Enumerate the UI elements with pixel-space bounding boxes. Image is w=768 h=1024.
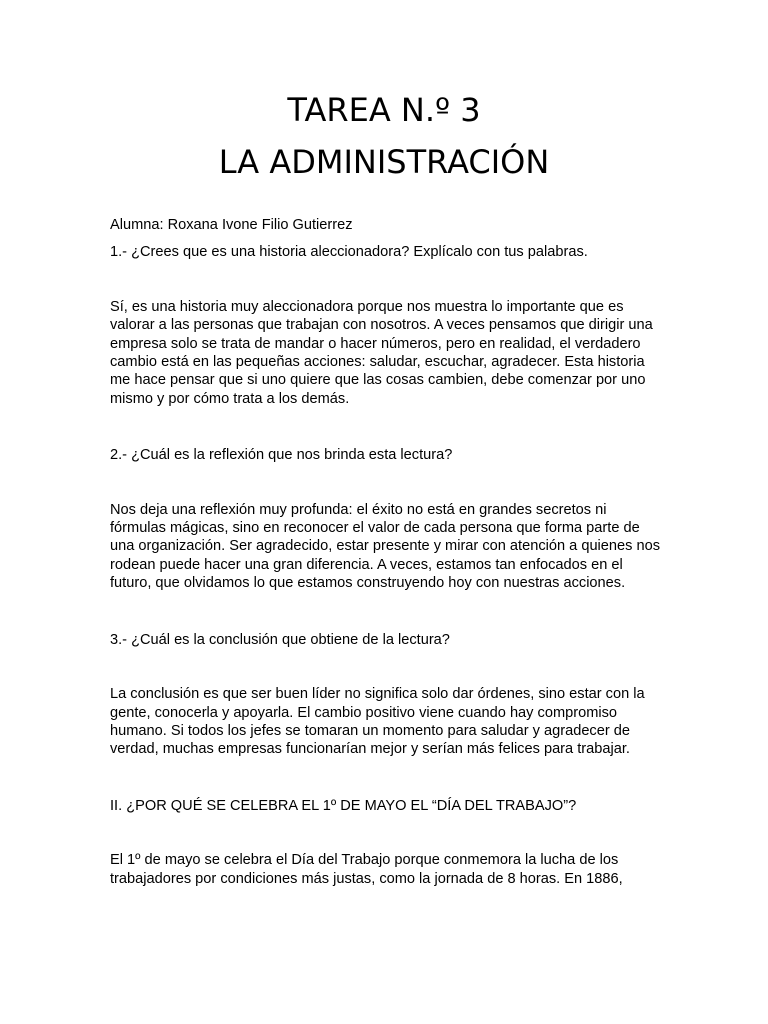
page-subtitle: LA ADMINISTRACIÓN	[218, 143, 550, 181]
question-4: II. ¿POR QUÉ SE CELEBRA EL 1º DE MAYO EL “DÍA DEL TRABAJO”?	[110, 797, 577, 814]
answer-2: Nos deja una reflexión muy profunda: el éxito no está en grandes secretos ni fórmulas mágicas, sino en reconocer el valor de cada persona que forma parte de una organización. Ser agradecido, estar presente y mirar con atención a quienes nos rodean puede hacer una gran diferencia. A veces, estamos tan enfocados en el futuro, que olvidamos lo que estamos construyendo hoy con nuestras acciones.	[110, 501, 661, 592]
answer-3: La conclusión es que ser buen líder no significa solo dar órdenes, sino estar con la gente, conocerla y apoyarla. El cambio positivo viene cuando hay compromiso humano. Si todos los jefes se tomaran un momento para saludar y agradecer de verdad, muchas empresas funcionarían mejor y serían más felices para trabajar.	[110, 686, 645, 758]
answer-4: El 1º de mayo se celebra el Día del Trabajo porque conmemora la lucha de los trabajadores por condiciones más justas, como la jornada de 8 horas. En 1886,	[110, 852, 623, 887]
title-block	[0, 84, 768, 188]
page-title: TAREA N.º 3	[287, 91, 481, 129]
document-body	[110, 216, 662, 926]
question-3: 3.- ¿Cuál es la conclusión que obtiene de la lectura?	[110, 631, 450, 648]
student-name: Alumna: Roxana Ivone Filio Gutierrez	[110, 217, 353, 233]
question-2: 2.- ¿Cuál es la reflexión que nos brinda esta lectura?	[110, 447, 453, 464]
question-1: 1.- ¿Crees que es una historia aleccionadora? Explícalo con tus palabras.	[110, 244, 588, 261]
answer-1: Sí, es una historia muy aleccionadora porque nos muestra lo importante que es valorar a las personas que trabajan con nosotros. A veces pensamos que dirigir una empresa solo se trata de mandar o hacer números, pero en realidad, el verdadero cambio está en las pequeñas acciones: saludar, escuchar, agradecer. Esta historia me hace pensar que si uno quiere que las cosas cambien, debe comenzar por uno mismo y por cómo trata a los demás.	[110, 298, 653, 407]
